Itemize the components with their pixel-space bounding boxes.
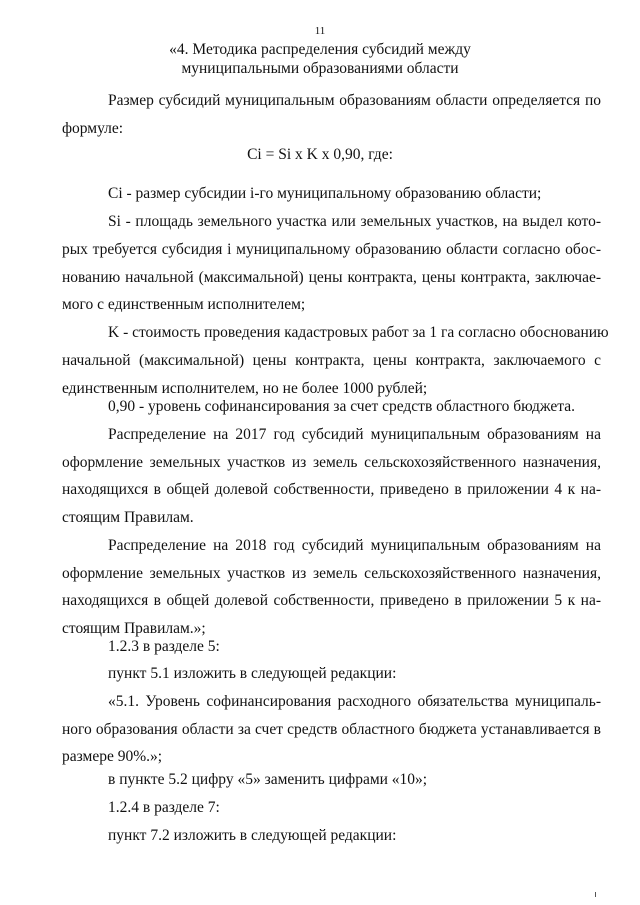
paragraph-line: пункт 5.1 изложить в следующей редакции: (108, 665, 397, 682)
formula: Ci = Si x K x 0,90, где: (247, 146, 393, 163)
paragraph-line: Размер субсидий муниципальным образованиям области определяется по (108, 92, 601, 109)
paragraph-line: оформление земельных участков из земель сельскохозяйственного назначения, (62, 454, 601, 471)
paragraph-line: нованию начальной (максимальной) цены контракта, цены контракта, заключае- (62, 269, 601, 286)
paragraph-line: «5.1. Уровень софинансирования расходного обязательства муниципаль- (108, 693, 601, 710)
paragraph-line: стоящим Правилам. (62, 509, 194, 526)
paragraph-line: Si - площадь земельного участка или земельных участков, на выдел кото- (108, 213, 601, 230)
paragraph-line: 1.2.3 в разделе 5: (108, 638, 220, 655)
paragraph-line: 1.2.4 в разделе 7: (108, 799, 220, 816)
paragraph-line: единственным исполнителем, но не более 1000 рублей; (62, 380, 428, 397)
paragraph-line: оформление земельных участков из земель сельскохозяйственного назначения, (62, 565, 601, 582)
paragraph-line: формуле: (62, 120, 124, 137)
paragraph-line: пункт 7.2 изложить в следующей редакции: (108, 827, 397, 844)
paragraph-line: находящихся в общей долевой собственности, приведено в приложении 4 к на- (62, 481, 601, 498)
paragraph-line: Распределение на 2017 год субсидий муниципальным образованиям на (108, 426, 601, 443)
paragraph-line: Распределение на 2018 год субсидий муниципальным образованиям на (108, 537, 601, 554)
section-title (0, 40, 640, 78)
page-number: 11 (314, 25, 326, 37)
paragraph-line: начальной (максимальной) цены контракта, цены контракта, заключаемого с (62, 352, 601, 369)
paragraph-line: K - стоимость проведения кадастровых работ за 1 га согласно обоснованию (108, 324, 609, 341)
paragraph-line: рых требуется субсидия i муниципальному образованию области согласно обос- (62, 241, 601, 258)
paragraph-line: размере 90%.»; (62, 748, 163, 765)
paragraph-line: в пункте 5.2 цифру «5» заменить цифрами «10»; (108, 771, 428, 788)
title-line-2: муниципальными образованиями области (181, 60, 459, 77)
paragraph-line: 0,90 - уровень софинансирования за счет средств областного бюджета. (108, 398, 575, 415)
paragraph-line: ного образования области за счет средств областного бюджета устанавливается в (62, 721, 601, 738)
paragraph-line: Ci - размер субсидии i-го муниципальному образованию области; (108, 185, 542, 202)
title-line-1: «4. Методика распределения субсидий между (169, 41, 471, 58)
paragraph-line: мого с единственным исполнителем; (62, 296, 306, 313)
paragraph-line: находящихся в общей долевой собственности, приведено в приложении 5 к на- (62, 592, 601, 609)
scan-mark (595, 892, 596, 897)
paragraph-line: стоящим Правилам.»; (62, 620, 206, 637)
